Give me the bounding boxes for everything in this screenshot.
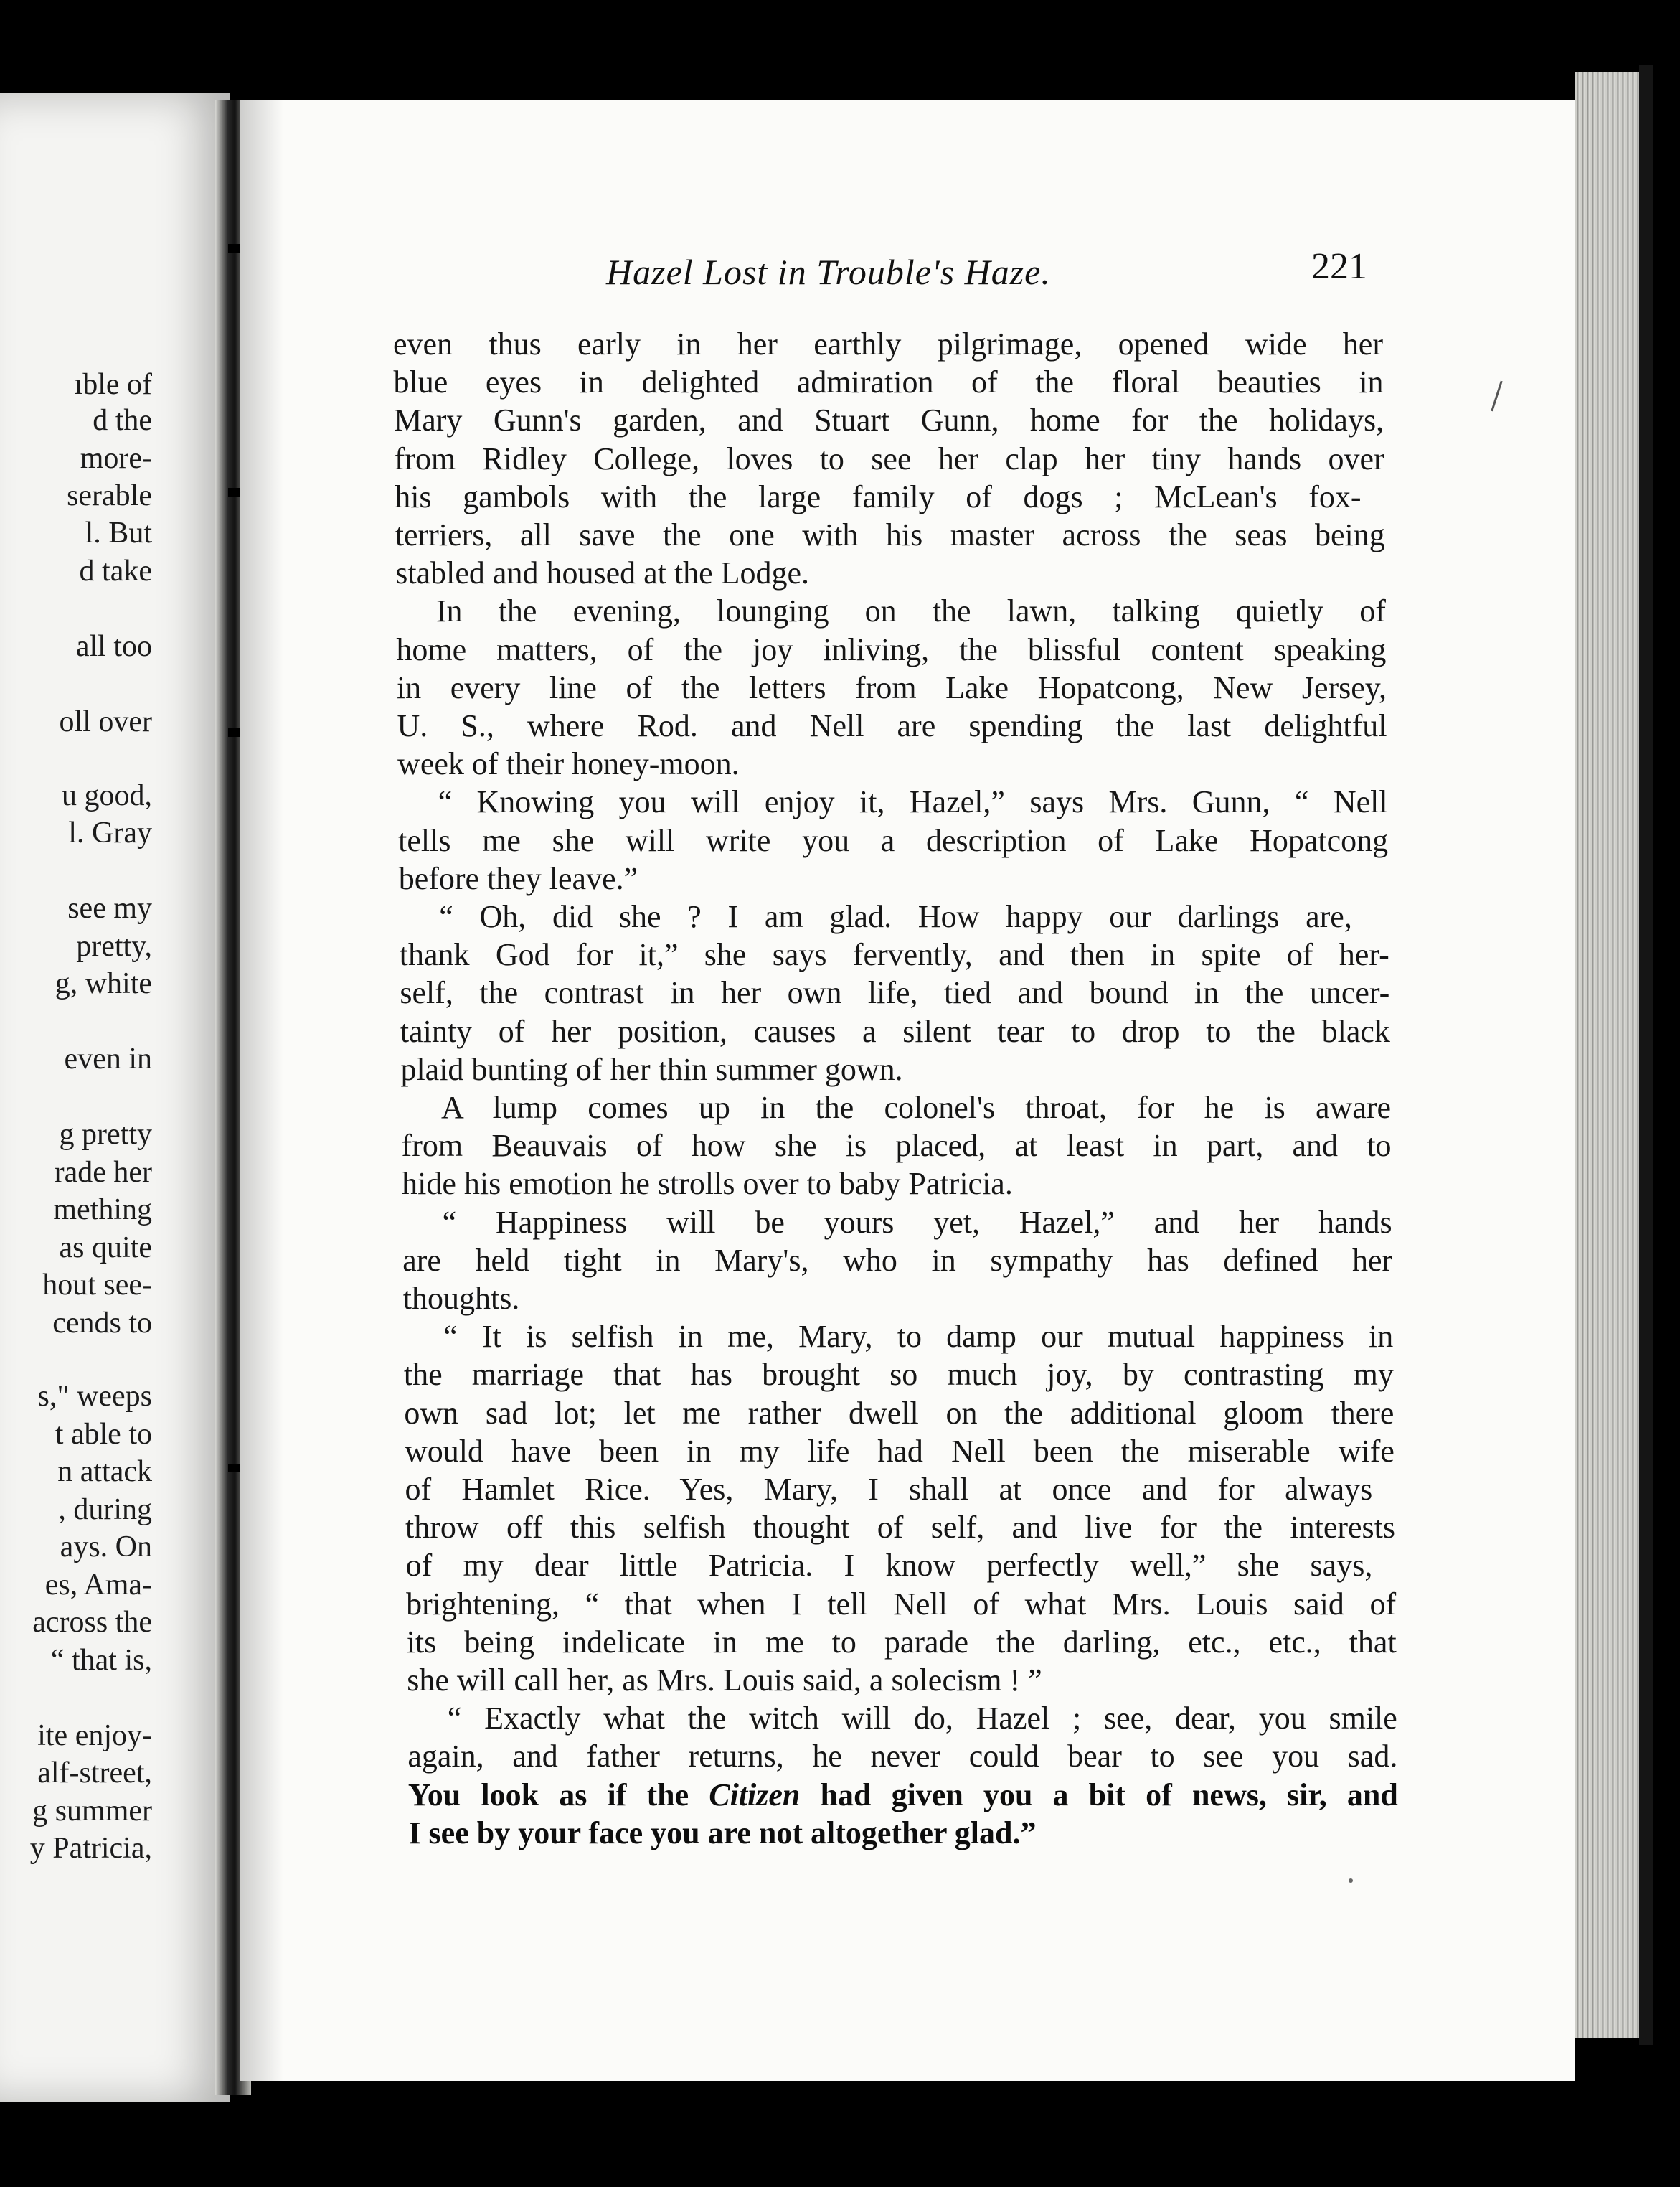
text-line: hide his emotion he strolls over to baby Patricia.: [402, 1166, 1013, 1202]
left-page-fragment: y Patricia,: [29, 1832, 152, 1865]
text-line: thoughts.: [402, 1281, 520, 1316]
text-line: thank God for it,” she says fervently, and then in spite of her-: [399, 937, 1389, 973]
left-page-fragment: “ that is,: [50, 1644, 152, 1677]
text-line: in every line of the letters from Lake Hopatcong, New Jersey,: [396, 669, 1387, 705]
left-page-fragment: all too: [75, 630, 152, 663]
left-page-fragment: more-: [80, 442, 152, 475]
left-page-fragment: t able to: [55, 1418, 152, 1451]
text-line: would have been in my life had Nell been the miserable wife: [404, 1433, 1395, 1469]
text-line: blue eyes in delighted admiration of the floral beauties in: [393, 364, 1384, 400]
text-line: she will call her, as Mrs. Louis said, a solecism ! ”: [407, 1662, 1042, 1698]
left-page-fragment: serable: [67, 479, 152, 512]
stray-dot: [1349, 1878, 1353, 1883]
text-line: even thus early in her earthly pilgrimage, opened wide her: [393, 326, 1383, 362]
text-line: “ Knowing you will enjoy it, Hazel,” says Mrs. Gunn, “ Nell: [438, 784, 1388, 820]
text-line: In the evening, lounging on the lawn, talking quietly of: [435, 593, 1386, 629]
text-line: You look as if the Citizen had given you a bit of news, sir, and: [407, 1777, 1398, 1812]
left-page-fragment: across the: [32, 1606, 152, 1639]
text-line: I see by your face you are not altogether glad.”: [408, 1815, 1037, 1850]
left-page-fragment: d take: [79, 555, 152, 588]
text-line: of my dear little Patricia. I know perfectly well,” she says,: [405, 1548, 1373, 1584]
left-page-fragment: d the: [93, 404, 152, 437]
left-page-fragment: cends to: [52, 1307, 152, 1340]
left-page-fragment: pretty,: [76, 930, 152, 963]
left-page-fragment: hout see-: [42, 1269, 152, 1302]
text-line: U. S., where Rod. and Nell are spending the last delightful: [397, 708, 1387, 743]
left-page-fragment: even in: [64, 1043, 152, 1076]
left-page-fragment: ays. On: [60, 1530, 152, 1563]
left-page-fragment: as quite: [59, 1231, 152, 1264]
text-line: again, and father returns, he never could bear to see you sad.: [407, 1739, 1398, 1774]
text-line: “ Exactly what the witch will do, Hazel ; see, dear, you smile: [447, 1701, 1397, 1736]
text-line: before they leave.”: [398, 860, 638, 896]
text-line: throw off this selfish thought of self, and live for the interests: [405, 1510, 1396, 1546]
left-page: [0, 93, 230, 2102]
left-page-fragment: rade her: [54, 1156, 152, 1189]
left-page-fragment: ite enjoy-: [37, 1719, 152, 1752]
text-line: own sad lot; let me rather dwell on the additional gloom there: [404, 1395, 1395, 1431]
text-line: self, the contrast in her own life, tied and bound in the uncer-: [400, 975, 1390, 1011]
left-page-fragment: l. But: [85, 517, 152, 550]
text-line: of Hamlet Rice. Yes, Mary, I shall at once and for always: [405, 1472, 1373, 1507]
text-line: week of their honey-moon.: [397, 746, 740, 782]
left-page-fragment: g pretty: [59, 1118, 152, 1151]
left-page-fragment: alf-street,: [37, 1756, 152, 1789]
text-line: its being indelicate in me to parade the darling, etc., etc., that: [406, 1624, 1397, 1660]
text-line: “ Happiness will be yours yet, Hazel,” and her hands: [442, 1204, 1392, 1240]
page-shadow: [240, 100, 283, 2081]
left-page-fragment: l. Gray: [68, 817, 152, 850]
text-line: plaid bunting of her thin summer gown.: [400, 1051, 903, 1087]
left-page-fragment: u good,: [62, 779, 152, 812]
text-line: from Ridley College, loves to see her clap her tiny hands over: [394, 441, 1384, 476]
text-line: tells me she will write you a description of Lake Hopatcong: [398, 822, 1389, 858]
left-page-fragment: see my: [67, 892, 152, 925]
text-line: are held tight in Mary's, who in sympathy has defined her: [402, 1242, 1393, 1278]
text-line: the marriage that has brought so much joy, by contrasting my: [403, 1357, 1394, 1393]
left-page-fragment: , during: [58, 1493, 152, 1526]
left-page-fragment: mething: [53, 1193, 152, 1226]
page-number: 221: [1311, 246, 1367, 287]
text-line: Mary Gunn's garden, and Stuart Gunn, home for the holidays,: [394, 403, 1384, 438]
text-line: from Beauvais of how she is placed, at least in part, and to: [401, 1128, 1392, 1164]
page-edge-dark: [1639, 65, 1653, 2045]
text-line: stabled and housed at the Lodge.: [395, 555, 810, 591]
text-line: “ It is selfish in me, Mary, to damp our mutual happiness in: [443, 1319, 1394, 1355]
left-page-fragment: ıble of: [74, 368, 152, 401]
left-page-fragment: es, Ama-: [44, 1568, 152, 1602]
text-line: home matters, of the joy inliving, the blissful content speaking: [396, 631, 1387, 667]
left-page-fragment: s," weeps: [37, 1380, 152, 1413]
text-line: A lump comes up in the colonel's throat, for he is aware: [441, 1090, 1391, 1125]
page-edges: [1575, 72, 1643, 2038]
left-page-fragment: g summer: [32, 1795, 152, 1828]
left-page-fragment: oll over: [59, 705, 152, 738]
text-line: brightening, “ that when I tell Nell of what Mrs. Louis said of: [406, 1586, 1397, 1622]
text-line: terriers, all save the one with his master across the seas being: [395, 517, 1385, 552]
running-head: Hazel Lost in Trouble's Haze.: [606, 252, 1051, 292]
text-line: his gambols with the large family of dogs ; McLean's fox-: [395, 479, 1362, 514]
text-line: tainty of her position, causes a silent tear to drop to the black: [400, 1013, 1390, 1049]
left-page-fragment: g, white: [55, 967, 152, 1000]
left-page-fragment: n attack: [57, 1455, 152, 1488]
text-line: “ Oh, did she ? I am glad. How happy our darlings are,: [439, 899, 1352, 934]
